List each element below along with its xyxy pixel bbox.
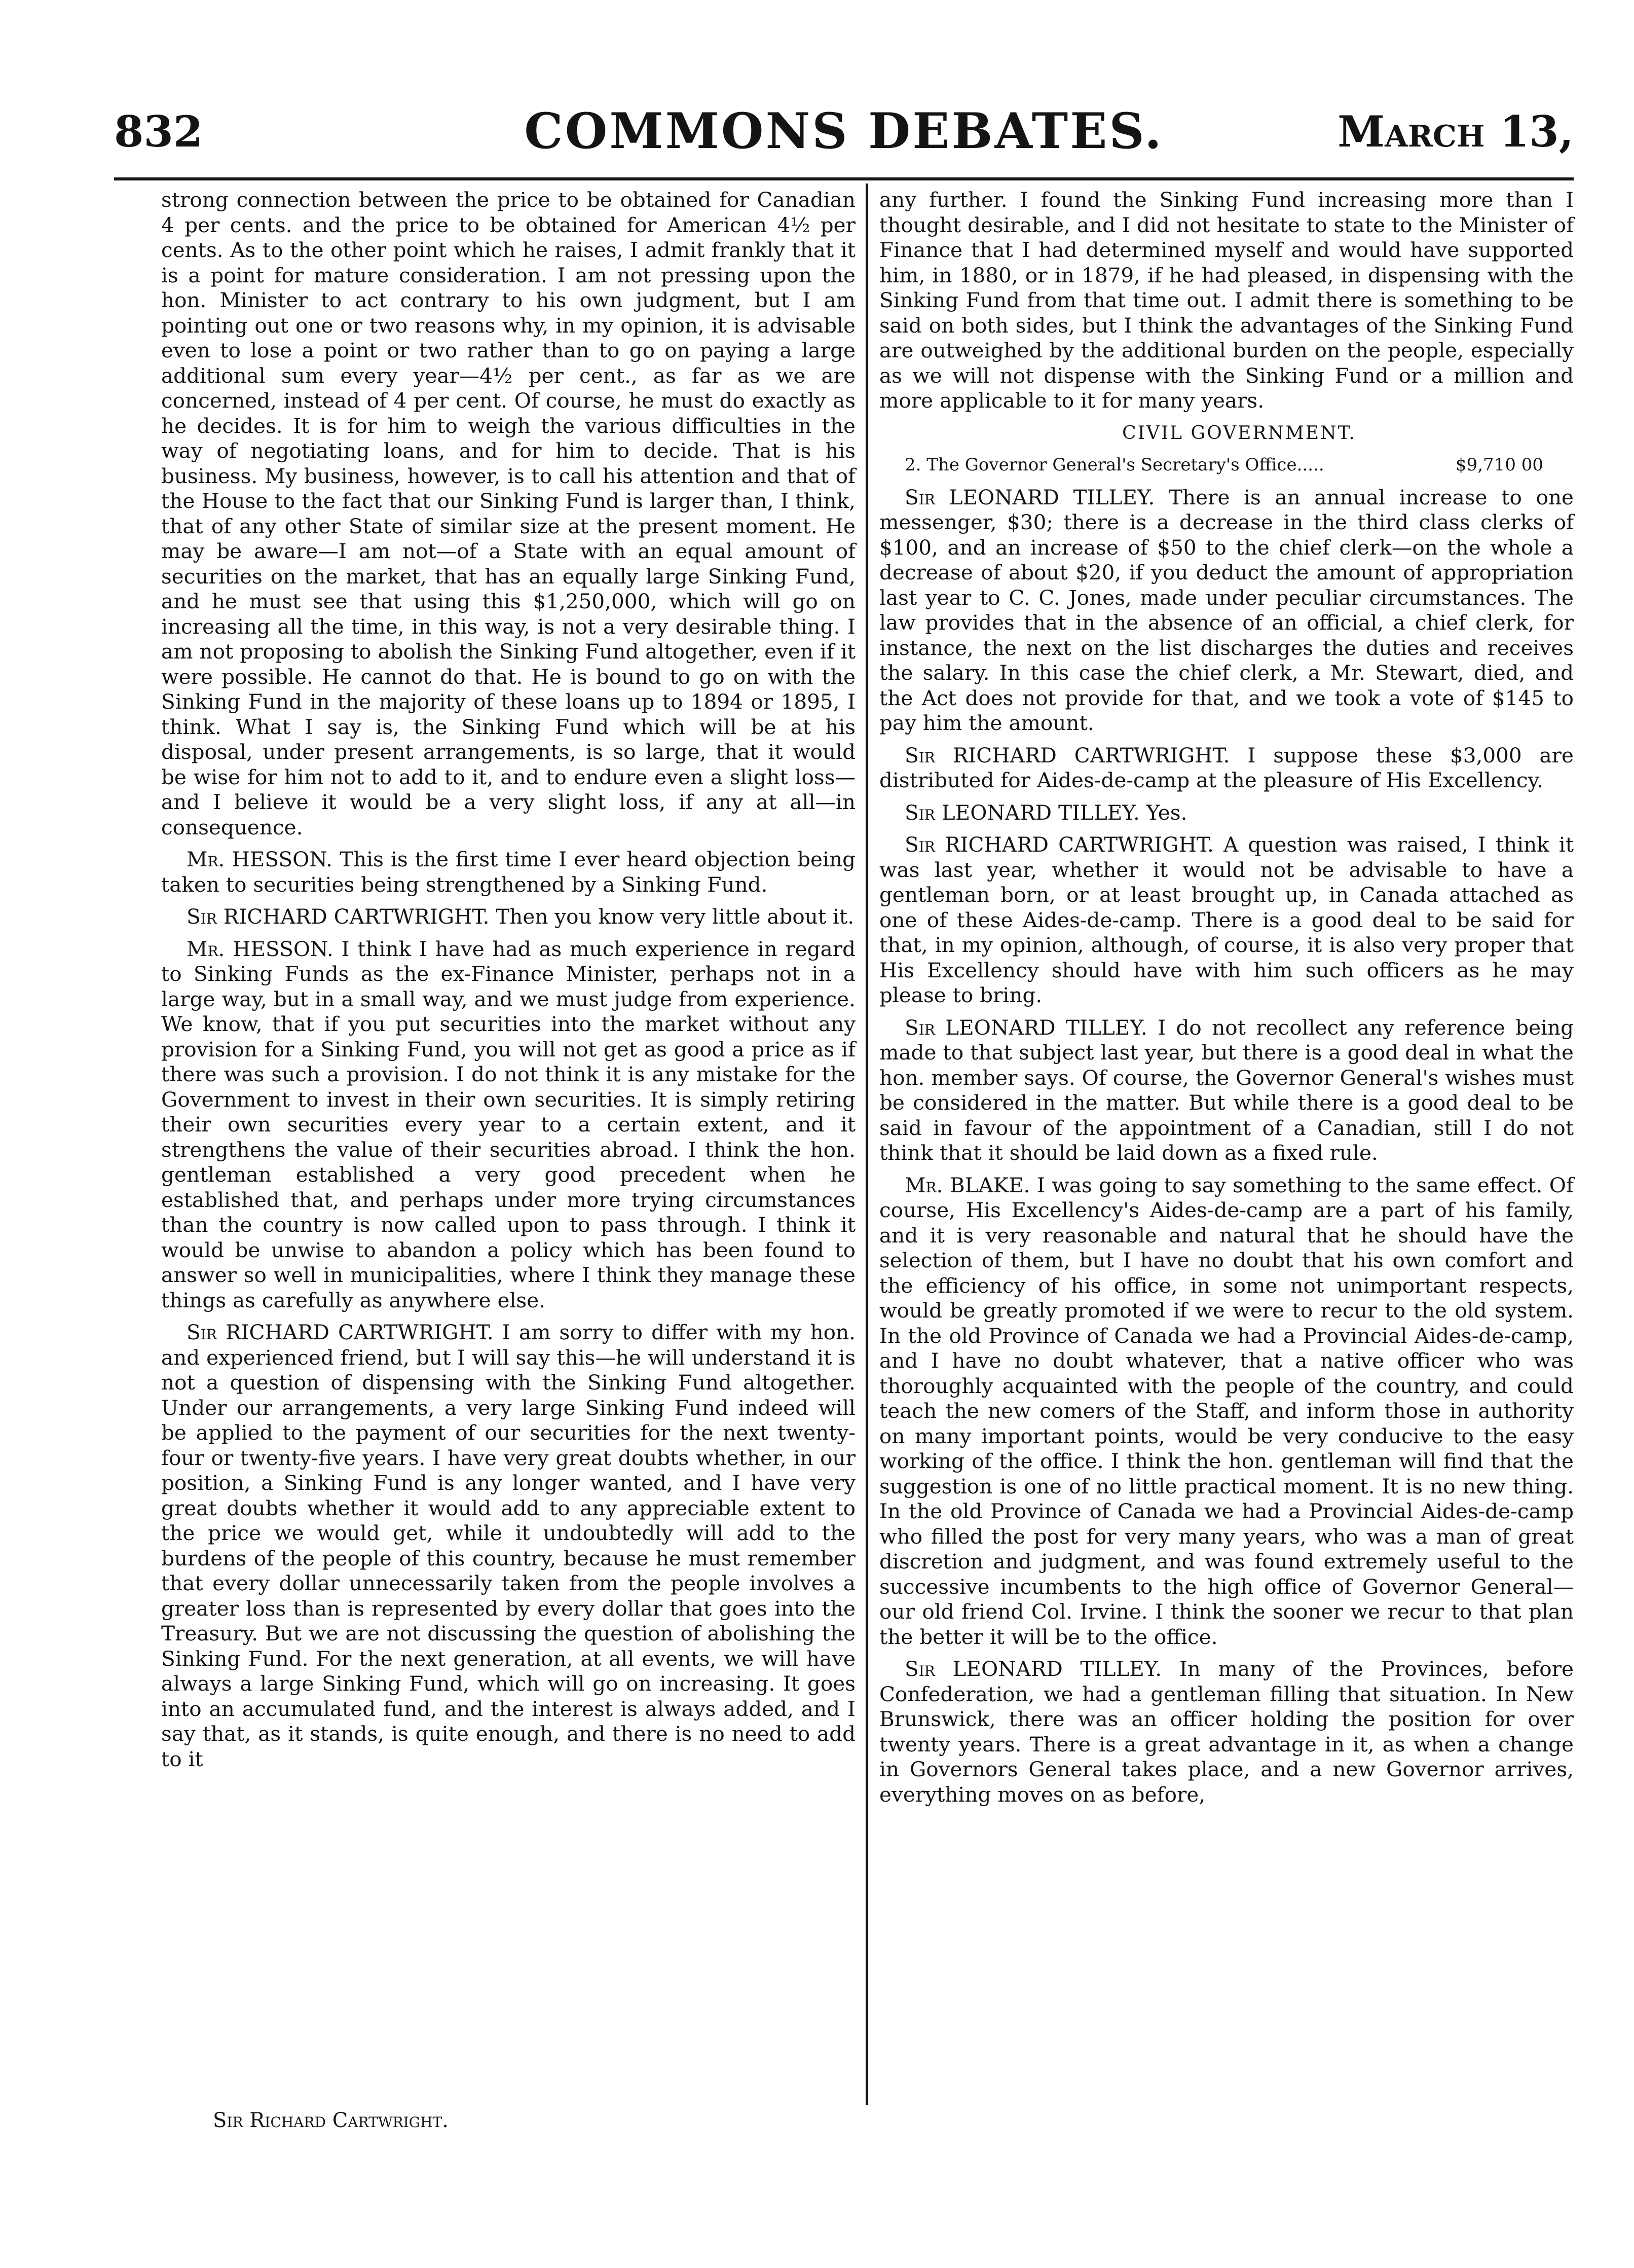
speaker-name: Sir RICHARD CARTWRIGHT.: [187, 904, 490, 929]
speaker-name: Sir RICHARD CARTWRIGHT.: [905, 832, 1214, 857]
page-date: March 13,: [1338, 106, 1574, 157]
paragraph: Sir LEONARD TILLEY. Yes.: [905, 800, 1187, 825]
paragraph: Sir LEONARD TILLEY. In many of the Provinces, before Confederation, we had a gentleman filling that situation. In New Brunswick, there was an officer holding the position for over twenty years. There is a great advantage in it, as when a change in Governors General takes place, and a new Governor arrives, everything moves on as before,: [879, 1657, 1574, 1807]
running-title: COMMONS DEBATES.: [524, 102, 1164, 160]
paragraph: Mr. HESSON. I think I have had as much experience in regard to Sinking Funds as the ex-Finance Minister, perhaps not in a large way, but in a small way, and we must judge from experience. We know, that if you put securities into the market without any provision for a Sinking Fund, you will not get as good a price as if there was such a provision. I do not think it is any mistake for the Government to invest in their own securities. It is simply retiring their own securities every year to a certain extent, and it strengthens the value of their securities abroad. I think the hon. gentleman established a very good precedent when he established that, and perhaps under more trying circumstances than the country is now called upon to pass through. I think it would be unwise to abandon a policy which has been found to answer so well in municipalities, where I think they manage these things as carefully as anywhere else.: [161, 936, 856, 1312]
right-column: [879, 188, 1574, 1814]
speaker-name: Mr. HESSON.: [187, 847, 333, 871]
signature-line: Sir Richard Cartwright.: [213, 2109, 449, 2132]
speaker-name: Mr. HESSON.: [187, 936, 333, 961]
paragraph: Sir LEONARD TILLEY. There is an annual increase to one messenger, $30; there is a decrease in the third class clerks of $100, and an increase of $50 to the chief clerk—on the whole a decrease of about $20, if you deduct the amount of appropriation last year to C. C. Jones, made under peculiar circumstances. The law provides that in the absence of an official, a chief clerk, for instance, the next on the list discharges the duties and receives the salary. In this case the chief clerk, a Mr. Stewart, died, and the Act does not provide for that, and we took a vote of $145 to pay him the amount.: [879, 485, 1574, 735]
speaker-name: Mr. BLAKE.: [905, 1173, 1030, 1197]
paragraph: Sir RICHARD CARTWRIGHT. I suppose these $3,000 are distributed for Aides-de-camp at the pleasure of His Excellency.: [879, 743, 1574, 792]
speaker-name: Sir RICHARD CARTWRIGHT.: [905, 743, 1230, 767]
page-header: [114, 96, 1574, 172]
page-number: 832: [114, 106, 203, 157]
speaker-name: Sir LEONARD TILLEY.: [905, 1657, 1162, 1681]
paragraph: Sir LEONARD TILLEY. I do not recollect any reference being made to that subject last year, but there is a good deal in what the hon. member says. Of course, the Governor General's wishes must be considered in the matter. But while there is a good deal to be said in favour of the appointment of a Canadian, still I do not think that it should be laid down as a fixed rule.: [879, 1015, 1574, 1165]
header-rule: [114, 177, 1574, 180]
speaker-name: Sir LEONARD TILLEY.: [905, 1015, 1147, 1040]
paragraph: Mr. HESSON. This is the first time I ever heard objection being taken to securities being strengthened by a Sinking Fund.: [161, 847, 856, 897]
paragraph: strong connection between the price to be obtained for Canadian 4 per cents. and the price to be obtained for American 4½ per cents. As to the other point which he raises, I admit frankly that it is a point for mature consideration. I am not pressing upon the hon. Minister to act contrary to his own judgment, but I am pointing out one or two reasons why, in my opinion, it is advisable even to lose a point or two rather than to go on paying a large additional sum every year—4½ per cent., as far as we are concerned, instead of 4 per cent. Of course, he must do exactly as he decides. It is for him to weigh the various difficulties in the way of negotiating loans, and for him to decide. That is his business. My business, however, is to call his attention and that of the House to the fact that our Sinking Fund is larger than, I think, that of any other State of similar size at the present moment. He may be aware—I am not—of a State with an equal amount of securities on the market, that has an equally large Sinking Fund, and he must see that using this $1,250,000, which will go on increasing all the time, in this way, is not a very desirable thing. I am not proposing to abolish the Sinking Fund altogether, even if it were possible. He cannot do that. He is bound to go on with the Sinking Fund in the majority of these loans up to 1894 or 1895, I think. What I say is, the Sinking Fund which will be at his disposal, under present arrangements, is so large, that it would be wise for him not to add to it, and to endure even a slight loss—and I believe it would be a very slight loss, if any at all—in consequence.: [161, 188, 856, 839]
paragraph: Sir RICHARD CARTWRIGHT. Then you know very little about it.: [187, 904, 855, 929]
column-divider: [866, 184, 868, 2105]
section-heading: CIVIL GOVERNMENT.: [1122, 422, 1356, 444]
speaker-name: Sir LEONARD TILLEY.: [905, 485, 1155, 509]
paragraph: Mr. BLAKE. I was going to say something to the same effect. Of course, His Excellency's Aides-de-camp are a part of his family, and it is very reasonable and natural that he should have the selection of them, but I have no doubt that his own comfort and the efficiency of his office, in some not unimportant respects, would be greatly promoted if we were to recur to the old system. In the old Province of Canada we had a Provincial Aides-de-camp, and I have no doubt whatever, that a native officer who was thoroughly acquainted with the people of the country, and could teach the new comers of the Staff, and inform those in authority on many important points, would be very conducive to the easy working of the office. I think the hon. gentleman will find that the suggestion is one of no little practical moment. It is no new thing. In the old Province of Canada we had a Provincial Aides-de-camp who filled the post for very many years, who was a man of great discretion and judgment, and was found extremely useful to the successive incumbents to the high office of Governor General—our old friend Col. Irvine. I think the sooner we recur to that plan the better it will be to the office.: [879, 1173, 1574, 1649]
left-column: [161, 188, 856, 1779]
paragraph: any further. I found the Sinking Fund increasing more than I thought desirable, and I did not hesitate to state to the Minister of Finance that I had determined myself and would have supported him, in 1880, or in 1879, if he had pleased, in dispensing with the Sinking Fund from that time out. I admit there is something to be said on both sides, but I think the advantages of the Sinking Fund are outweighed by the additional burden on the people, especially as we will not dispense with the Sinking Fund or a million and more applicable to it for many years.: [879, 188, 1574, 413]
paragraph: Sir RICHARD CARTWRIGHT. A question was raised, I think it was last year, whether it would not be advisable to have a gentleman born, or at least brought up, in Canada attached as one of these Aides-de-camp. There is a good deal to be said for that, in my opinion, although, of course, it is also very proper that His Excellency should have with him such officers as he may please to bring.: [879, 832, 1574, 1007]
estimate-item-amount: $9,710 00: [1455, 455, 1543, 475]
speaker-name: Sir LEONARD TILLEY.: [905, 800, 1140, 825]
estimate-item: [879, 453, 1574, 478]
paragraph: Sir RICHARD CARTWRIGHT. I am sorry to differ with my hon. and experienced friend, but I will say this—he will understand it is not a question of dispensing with the Sinking Fund altogether. Under our arrangements, a very large Sinking Fund indeed will be applied to the payment of our securities for the next twenty-four or twenty-five years. I have very great doubts whether, in our position, a Sinking Fund is any longer wanted, and I have very great doubts whether it would add to any appreciable extent to the price we would get, while it undoubtedly will add to the burdens of the people of this country, because he must remember that every dollar unnecessarily taken from the people involves a greater loss than is represented by every dollar that goes into the Treasury. But we are not discussing the question of abolishing the Sinking Fund. For the next generation, at all events, we will have always a large Sinking Fund, which will go on increasing. It goes into an accumulated fund, and the interest is always added, and I say that, as it stands, is quite enough, and there is no need to add to it: [161, 1320, 856, 1771]
speaker-name: Sir RICHARD CARTWRIGHT.: [187, 1320, 494, 1344]
estimate-item-label: 2. The Governor General's Secretary's Office.....: [905, 455, 1324, 475]
